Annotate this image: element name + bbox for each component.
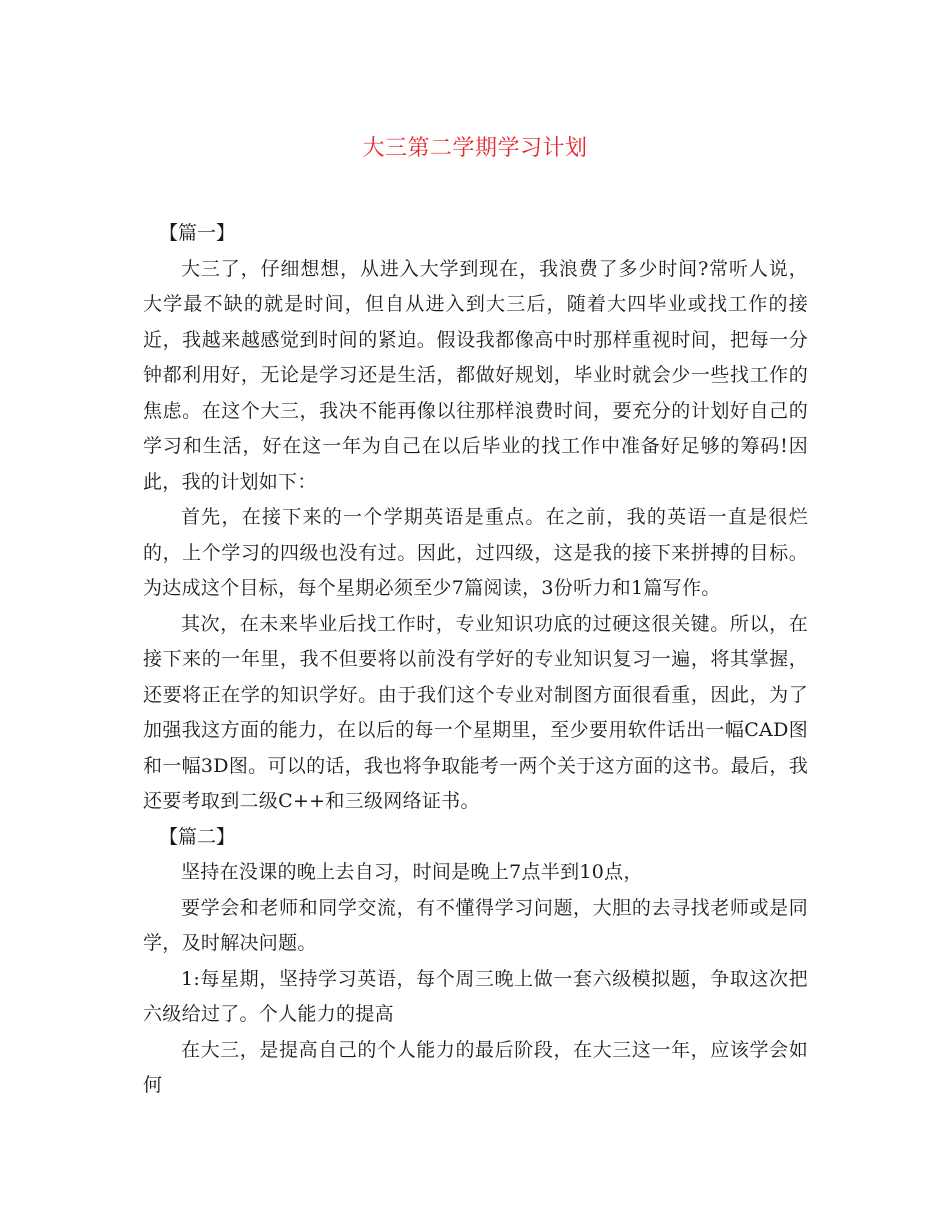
section-heading-1: 【篇一】 <box>159 222 236 244</box>
section-heading-2: 【篇二】 <box>159 825 236 848</box>
paragraph: 其次，在未来毕业后找工作时，专业知识功底的过硬这很关键。所以，在接下来的一年里，我不但要将以前没有学好的专业知识复习一遍，将其掌握，还要将正在学的知识学好。由于我们这个专业对制图方面很看重，因此，为了加强我这方面的能力，在以后的每一个星期里，至少要用软件话出一幅CAD图和一幅3D图。可以的话，我也将争取能考一两个关于这方面的这书。最后，我还要考取到二级C++和三级网络证书。 <box>143 612 808 812</box>
paragraph: 要学会和老师和同学交流，有不懂得学习问题，大胆的去寻找老师或是同学，及时解决问题。 <box>143 896 808 954</box>
paragraph: 在大三，是提高自己的个人能力的最后阶段，在大三这一年，应该学会如何 <box>143 1038 808 1096</box>
paragraph: 首先，在接下来的一个学期英语是重点。在之前，我的英语一直是很烂的，上个学习的四级也没有过。因此，过四级，这是我的接下来拼搏的目标。为达成这个目标，每个星期必须至少7篇阅读，3份听力和1篇写作。 <box>143 506 808 599</box>
paragraph: 大三了，仔细想想，从进入大学到现在，我浪费了多少时间?常听人说，大学最不缺的就是时间，但自从进入到大三后，随着大四毕业或找工作的接近，我越来越感觉到时间的紧迫。假设我都像高中时那样重视时间，把每一分钟都利用好，无论是学习还是生活，都做好规划，毕业时就会少一些找工作的焦虑。在这个大三，我决不能再像以往那样浪费时间，要充分的计划好自己的学习和生活，好在这一年为自己在以后毕业的找工作中准备好足够的筹码!因此，我的计划如下： <box>143 257 808 493</box>
document-title: 大三第二学期学习计划 <box>362 136 588 161</box>
paragraph: 坚持在没课的晚上去自习，时间是晚上7点半到10点， <box>181 861 643 883</box>
paragraph: 1:每星期，坚持学习英语，每个周三晚上做一套六级模拟题，争取这次把六级给过了。个人能力的提高 <box>143 967 808 1025</box>
document-body <box>143 216 808 1104</box>
